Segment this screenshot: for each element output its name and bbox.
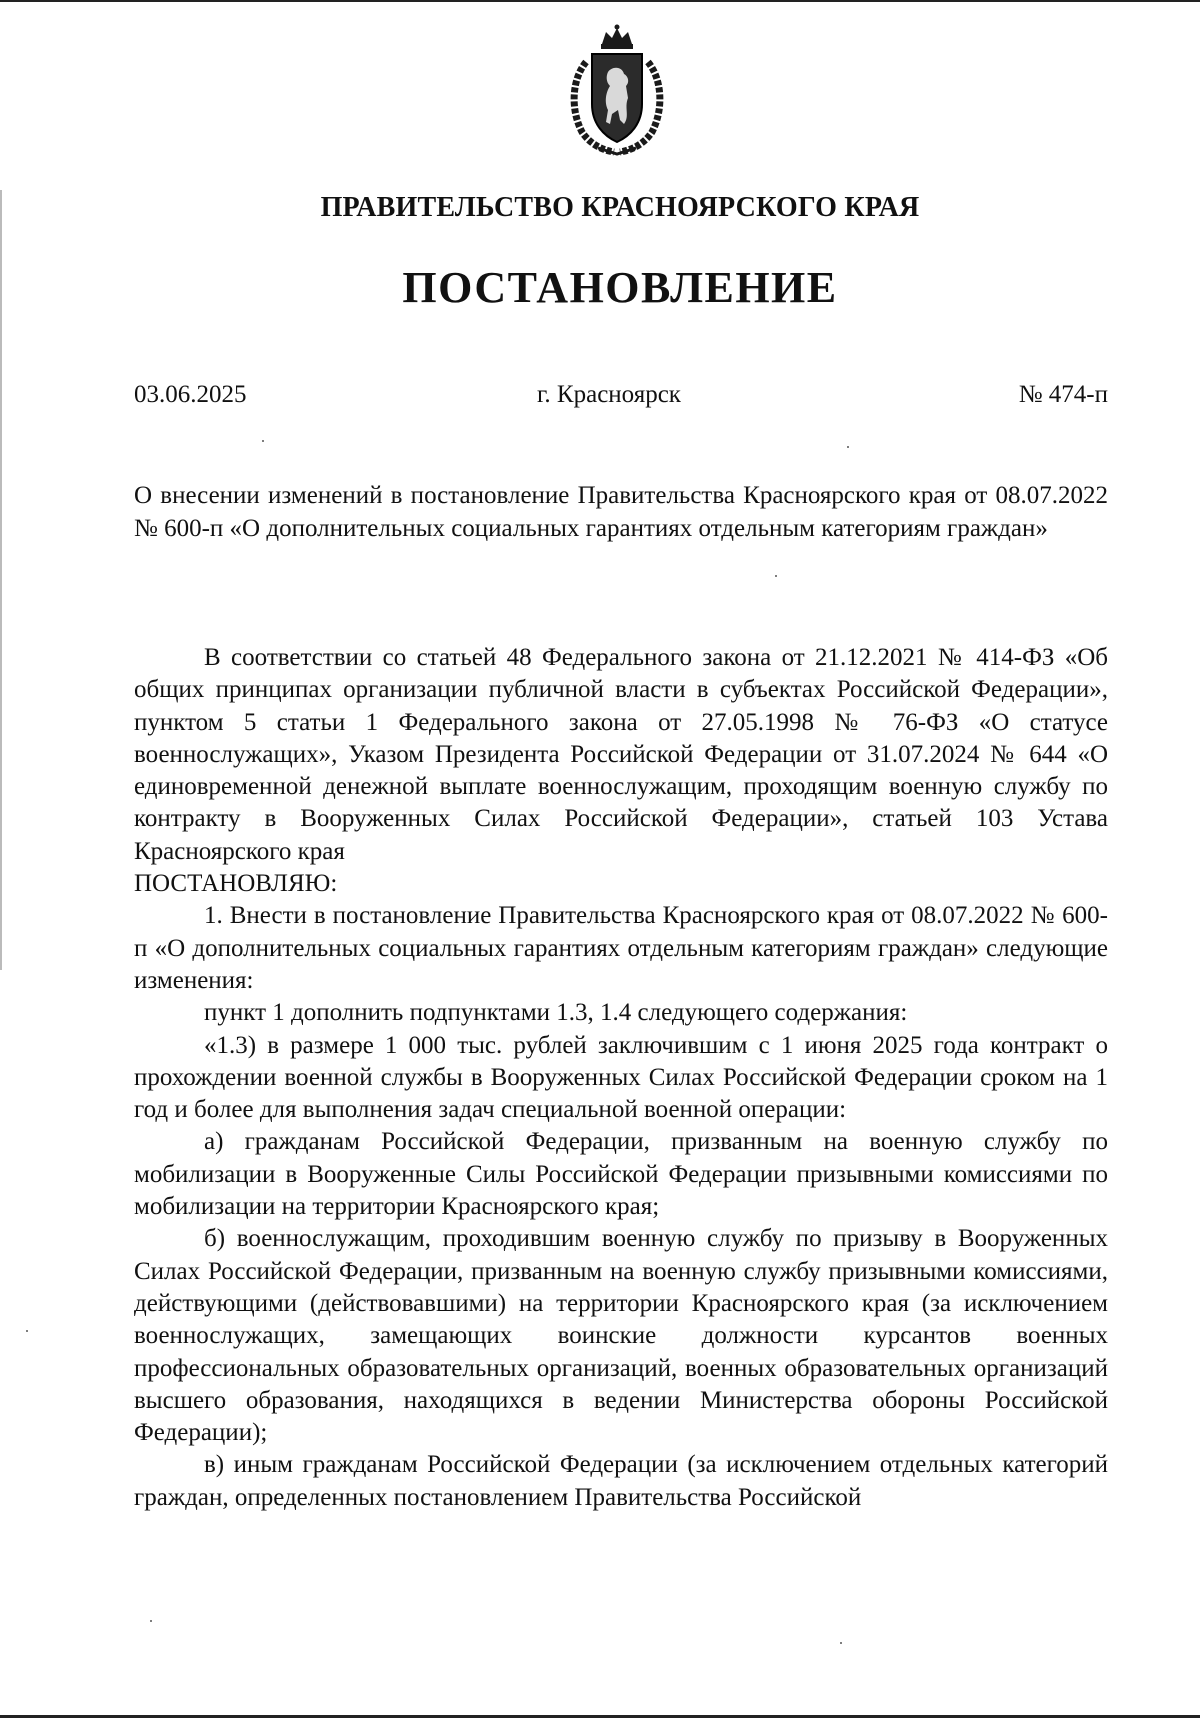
document-type-title: ПОСТАНОВЛЕНИЕ	[402, 263, 838, 312]
document-meta-row	[134, 381, 1108, 415]
scan-speck	[26, 1330, 28, 1332]
body-paragraph-resolve: ПОСТАНОВЛЯЮ:	[134, 870, 338, 898]
document-number: № 474-п	[1018, 381, 1108, 408]
body-paragraph-amend-intro: пункт 1 дополнить подпунктами 1.3, 1.4 следующего содержания:	[204, 999, 908, 1027]
body-paragraph-subitem-b: б) военнослужащим, проходившим военную службу по призыву в Вооруженных Силах Российской Федерации, призванным на военную службу призывными комиссиями, действующими (действовавшими) на территории Красноярского края (за исключением военнослужащих, замещающих воинские должности курсантов военных профессиональных образовательных организаций, военных образовательных организаций высшего образования, находящихся в ведении Министерства обороны Российской Федерации);	[134, 1225, 1108, 1447]
government-title: ПРАВИТЕЛЬСТВО КРАСНОЯРСКОГО КРАЯ	[320, 192, 920, 223]
document-date: 03.06.2025	[134, 381, 247, 408]
document-subject: О внесении изменений в постановление Правительства Красноярского края от 08.07.2022 № 600-п «О дополнительных социальных гарантиях отдельным категориям граждан»	[134, 482, 1108, 542]
scan-speck	[262, 440, 264, 442]
scan-speck	[847, 446, 849, 448]
coat-of-arms-emblem	[564, 24, 670, 156]
document-body	[134, 642, 1108, 1514]
scan-speck	[150, 1620, 152, 1622]
document-city: г. Красноярск	[537, 381, 681, 408]
body-paragraph-subitem-1-3: «1.3) в размере 1 000 тыс. рублей заключившим с 1 июня 2025 года контракт о прохождении военной службы в Вооруженных Силах Российской Федерации сроком на 1 год и более для выполнения задач специальной военной операции:	[134, 1031, 1108, 1124]
scan-speck	[775, 575, 777, 577]
body-paragraph-preamble: В соответствии со статьей 48 Федерального закона от 21.12.2021 № 414-ФЗ «Об общих принципах организации публичной власти в субъектах Российской Федерации», пунктом 5 статьи 1 Федерального закона от 27.05.1998 № 76-ФЗ «О статусе военнослужащих», Указом Президента Российской Федерации от 31.07.2024 № 644 «О единовременной денежной выплате военнослужащим, проходящим военную службу по контракту в Вооруженных Силах Российской Федерации», статьей 103 Устава Красноярского края	[134, 644, 1108, 865]
body-paragraph-item-1: 1. Внести в постановление Правительства Красноярского края от 08.07.2022 № 600-п «О дополнительных социальных гарантиях отдельным категориям граждан» следующие изменения:	[134, 902, 1108, 994]
scan-edge-top	[0, 0, 1200, 2]
scan-edge-bottom	[0, 1715, 1200, 1718]
body-paragraph-subitem-v: в) иным гражданам Российской Федерации (за исключением отдельных категорий граждан, определенных постановлением Правительства Российской	[134, 1451, 1108, 1511]
body-paragraph-subitem-a: а) гражданам Российской Федерации, призванным на военную службу по мобилизации в Вооруженные Силы Российской Федерации призывными комиссиями по мобилизации на территории Красноярского края;	[134, 1128, 1108, 1221]
scan-speck	[840, 1642, 842, 1644]
